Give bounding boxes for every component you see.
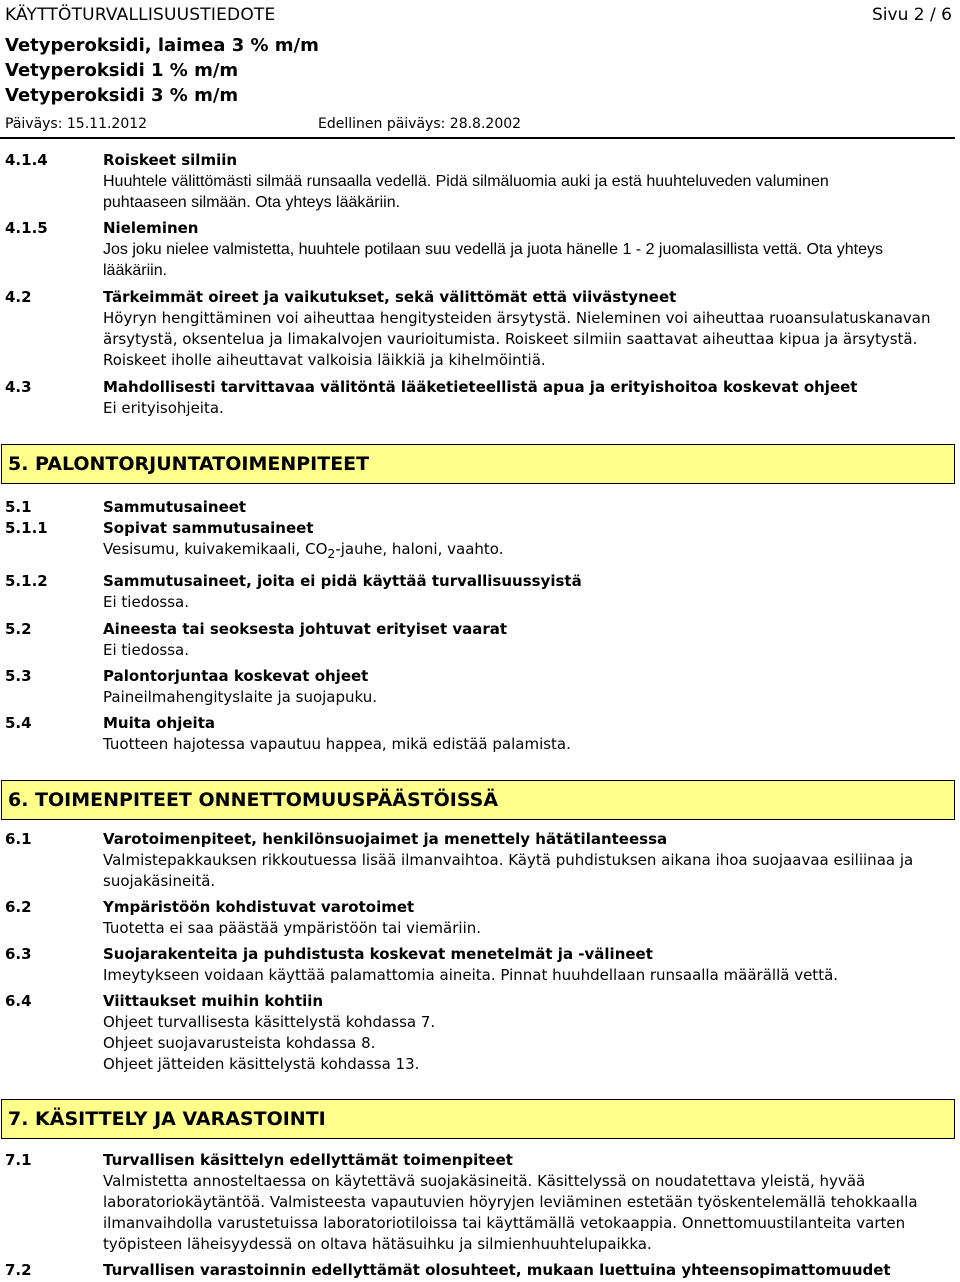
subsection-title: Nieleminen [103,219,199,237]
subsection-text: Ei tiedossa. [103,641,189,659]
subsection-text: Valmistetta annosteltaessa on käytettävä suojakäsineitä. Käsittelyssä on noudatettava yleistä, hyvää laboratoriokäytäntöä. Valmisteesta vapautuvien höyryjen leviäminen estetään työskentelemällä tehokkaalla ilmanvaihdolla varustetuissa laboratoriotiloissa tai käyttämällä vetokaappia. Onnettomuustilanteita varten työpisteen läheisyydessä on oltava hätäsuihku ja silmienhuuhtelupaikka. [103,1172,918,1253]
subsection-text: Valmistepakkauksen rikkoutuessa lisää ilmanvaihtoa. Käytä puhdistuksen aikana ihoa suojaavaa esiliinaa ja suojakäsineitä. [103,851,914,890]
subsection-number: 4.1.4 [5,151,48,169]
subsection-title: Viittaukset muihin kohtiin [103,992,324,1010]
subsection-title: Suojarakenteita ja puhdistusta koskevat menetelmät ja -välineet [103,945,653,963]
subsection-number: 5.1 [5,498,32,516]
subsection-text: Tuotteen hajotessa vapautuu happea, mikä edistää palamista. [103,735,571,753]
subsection-title: Ympäristöön kohdistuvat varotoimet [103,898,415,916]
subsection-number: 6.3 [5,945,32,963]
subsection-number: 5.1.2 [5,572,48,590]
subsection-number: 5.1.1 [5,519,48,537]
subsection-title: Turvallisen käsittelyn edellyttämät toimenpiteet [103,1151,513,1169]
subsection-number: 7.1 [5,1151,32,1169]
subsection-text: Vesisumu, kuivakemikaali, $CO_2$-jauhe, haloni, vaahto. [103,540,504,561]
subsection-number: 5.2 [5,620,32,638]
subscript-2: 2 [327,546,336,561]
subsection-title: Tärkeimmät oireet ja vaikutukset, sekä välittömät että viivästyneet [103,288,677,306]
subsection-text: Jos joku nielee valmistetta, huuhtele potilaan suu vedellä ja juota hänelle 1 - 2 juomalasillista vettä. Ota yhteys lääkäriin. [103,241,884,279]
header-rule [0,137,955,139]
subsection-text: Paineilmahengityslaite ja suojapuku. [103,688,378,706]
subsection-number: 4.3 [5,378,32,396]
subsection-title: Muita ohjeita [103,714,215,732]
previous-date: Edellinen päiväys: 28.8.2002 [318,116,522,132]
product-name-2: Vetyperoksidi 1 % m/m [5,60,239,81]
subsection-text: Huuhtele välittömästi silmää runsaalla vedellä. Pidä silmäluomia auki ja estä huuhteluveden valuminen puhtaaseen silmään. Ota yhteys lääkäriin. [103,173,829,211]
subsection-title: Aineesta tai seoksesta johtuvat erityiset vaarat [103,620,508,638]
subsection-title: Roiskeet silmiin [103,151,238,169]
subsection-number: 5.4 [5,714,32,732]
subsection-title: Sammutusaineet [103,498,247,516]
subsection-text: Ei erityisohjeita. [103,399,224,417]
date-row [5,116,955,132]
subsection-title: Sopivat sammutusaineet [103,519,314,537]
subsection-number: 7.2 [5,1261,32,1279]
subsection-number: 6.4 [5,992,32,1010]
subsection-number: 6.2 [5,898,32,916]
subsection-text: Imeytykseen voidaan käyttää palamattomia aineita. Pinnat huuhdellaan runsaalla määrällä vettä. [103,966,839,984]
page-number: Sivu 2 / 6 [872,5,952,25]
subsection-title: Turvallisen varastoinnin edellyttämät olosuhteet, mukaan luettuina yhteensopimattomuudet [103,1261,891,1279]
subsection-title: Palontorjuntaa koskevat ohjeet [103,667,369,685]
subsection-text: Tuotetta ei saa päästää ympäristöön tai viemäriin. [103,919,482,937]
subsection-text: Höyryn hengittäminen voi aiheuttaa hengitysteiden ärsytystä. Nieleminen voi aiheuttaa ruoansulatuskanavan ärsytystä, oksentelua ja limakalvojen vaurioitumista. Roiskeet silmiin saattavat aiheuttaa kipua ja ärsytystä. Roiskeet iholle aiheuttavat valkoisia läikkiä ja kihelmöintiä. [103,309,931,369]
document-title: KÄYTTÖTURVALLISUUSTIEDOTE [5,5,276,25]
product-name-3: Vetyperoksidi 3 % m/m [5,85,239,106]
section-6-heading: 6. TOIMENPITEET ONNETTOMUUSPÄÄSTÖISSÄ [1,780,955,820]
product-name-1: Vetyperoksidi, laimea 3 % m/m [5,35,319,56]
section-7-heading: 7. KÄSITTELY JA VARASTOINTI [1,1099,955,1139]
section-5-heading: 5. PALONTORJUNTATOIMENPITEET [1,444,955,484]
subsection-title: Mahdollisesti tarvittavaa välitöntä lääketieteellistä apua ja erityishoitoa koskevat ohjeet [103,378,858,396]
subsection-title: Varotoimenpiteet, henkilönsuojaimet ja menettely hätätilanteessa [103,830,668,848]
subsection-text: Ei tiedossa. [103,593,189,611]
subsection-number: 4.1.5 [5,219,48,237]
subsection-number: 4.2 [5,288,32,306]
subsection-number: 6.1 [5,830,32,848]
issue-date: Päiväys: 15.11.2012 [5,116,148,132]
subsection-number: 5.3 [5,667,32,685]
subsection-title: Sammutusaineet, joita ei pidä käyttää turvallisuussyistä [103,572,582,590]
subsection-text: Ohjeet turvallisesta käsittelystä kohdassa 7. Ohjeet suojavarusteista kohdassa 8. Ohjeet jätteiden käsittelystä kohdassa 13. [103,1013,436,1073]
